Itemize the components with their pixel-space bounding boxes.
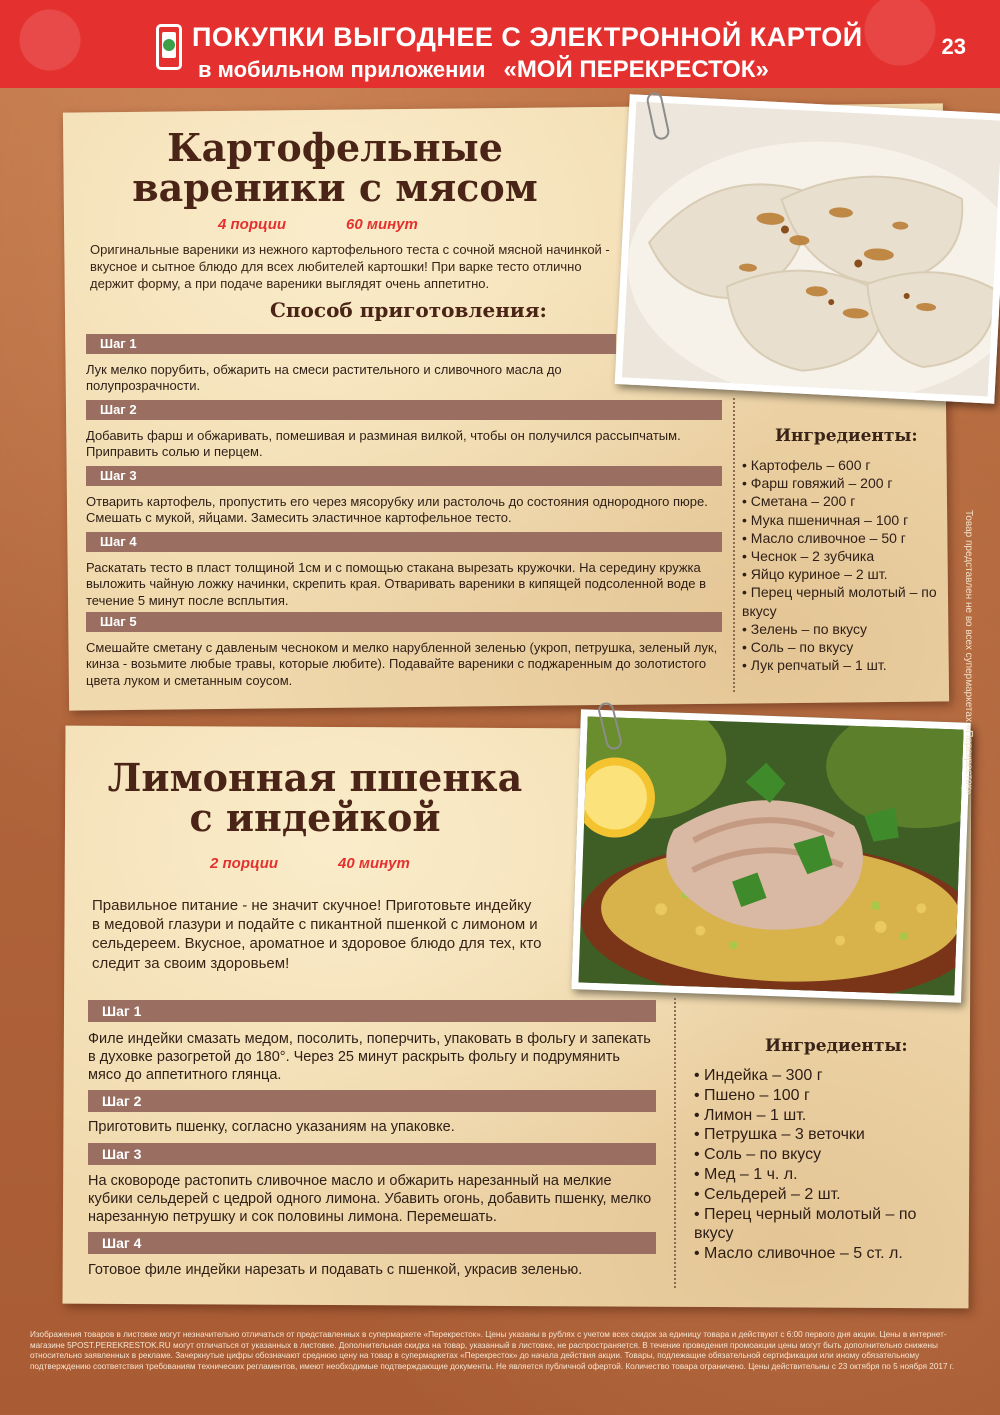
ingredient-item: • Мед – 1 ч. л. xyxy=(694,1165,924,1185)
ingredient-item: • Индейка – 300 г xyxy=(694,1066,924,1086)
ingredient-item: • Перец черный молотый – по вкусу xyxy=(694,1205,924,1245)
ingredient-item: • Масло сливочное – 50 г xyxy=(742,529,942,547)
ingredient-item: • Петрушка – 3 веточки xyxy=(694,1125,924,1145)
ingredient-item: • Яйцо куриное – 2 шт. xyxy=(742,565,942,583)
recipe2-step4-label: Шаг 4 xyxy=(88,1232,656,1254)
ingredient-item: • Лук репчатый – 1 шт. xyxy=(742,656,942,674)
recipe1-portions: 4 порции xyxy=(218,216,287,233)
legal-fine-print: Изображения товаров в листовке могут незначительно отличаться от представленных в супермаркете «Перекресток». Цены указаны в рублях с учетом всех скидок за единицу товара и действуют с 6:00 первого дня акции. Цены в интернет-магазине 5POST.PEREKRESTOK.RU могут отличаться от указанных в листовке. Дополнительная скидка на товар, указанный в листовке, не распространяется. В течение проведения промоакции цены могут быть дополнительно снижены относительно заявленных в рекламе. Зачеркнутые цифры обозначают среднюю цену на товар в супермаркетах «Перекресток» до начала действия акции. Товары, подлежащие обязательной сертификации или иному обязательному подтверждению соответствия требованиям технических регламентов, имеют необходимые подтверждающие документы. Не является публичной офертой. Количество товара ограничено. Цены действительны с 23 октября по 5 ноября 2017 г. xyxy=(30,1330,955,1371)
ingredient-item: • Зелень – по вкусу xyxy=(742,620,942,638)
recipe2-step3-text: На сковороде растопить сливочное масло и обжарить нарезанный на мелкие кубики сельдерей с цедрой одного лимона. Убавить огонь, добавить пшенку, мелко нарезанную петрушку и сок половины лимона. Перемешать. xyxy=(88,1173,652,1226)
recipe1-step3-text: Отварить картофель, пропустить его через мясорубку или растолочь до состояния однородного пюре. Смешать с мукой, яйцами. Замесить эластичное картофельное тесто. xyxy=(86,494,708,526)
recipe1-photo xyxy=(615,94,1000,403)
mobile-app-icon xyxy=(156,24,182,70)
ingredient-item: • Лимон – 1 шт. xyxy=(694,1106,924,1126)
recipe1-step1-text: Лук мелко порубить, обжарить на смеси растительного и сливочного масла до полупрозрачности. xyxy=(86,362,562,394)
header-line2 xyxy=(198,56,769,84)
availability-note: Товар представлен не во всех супермаркетах «Перекресток» xyxy=(963,510,974,795)
recipe2-title-line2: с индейкой xyxy=(189,794,441,840)
recipe2-step1-text: Филе индейки смазать медом, посолить, поперчить, упаковать в фольгу и запекать в духовке разогретой до 180°. Через 25 минут раскрыть фольгу и подрумянить мясо до аппетитного глянца. xyxy=(88,1031,651,1084)
ingredient-item: • Фарш говяжий – 200 г xyxy=(742,474,942,492)
recipe1-step2-text: Добавить фарш и обжаривать, помешивая и разминая вилкой, чтобы он получился рассыпчатым. Приправить солью и перцем. xyxy=(86,428,681,460)
recipe2-step1-label: Шаг 1 xyxy=(88,1000,656,1022)
ingredient-item: • Перец черный молотый – по вкусу xyxy=(742,583,942,619)
recipe1-step4-label: Шаг 4 xyxy=(86,532,722,552)
recipe2-time: 40 минут xyxy=(338,855,410,872)
recipe2-step3-label: Шаг 3 xyxy=(88,1143,656,1165)
recipe1-title-line2: вареники с мясом xyxy=(132,164,538,210)
recipe1-step1-label: Шаг 1 xyxy=(86,334,616,354)
recipe1-ingredients-title: Ингредиенты: xyxy=(775,426,918,446)
recipe2-step2-label: Шаг 2 xyxy=(88,1090,656,1112)
recipe1-step2-label: Шаг 2 xyxy=(86,400,722,420)
header-line2-text: в мобильном приложении xyxy=(198,57,486,82)
recipe2-step2-text: Приготовить пшенку, согласно указаниям на упаковке. xyxy=(88,1119,455,1135)
recipe2-title xyxy=(95,755,535,840)
recipe2-ingredients-title: Ингредиенты: xyxy=(765,1036,908,1056)
recipe1-step5-label: Шаг 5 xyxy=(86,612,722,632)
ingredient-item: • Масло сливочное – 5 ст. л. xyxy=(694,1244,924,1264)
recipe1-step3-label: Шаг 3 xyxy=(86,466,722,486)
ingredient-item: • Чеснок – 2 зубчика xyxy=(742,547,942,565)
ingredient-item: • Пшено – 100 г xyxy=(694,1086,924,1106)
ingredient-item: • Картофель – 600 г xyxy=(742,456,942,474)
recipe2-photo xyxy=(571,709,971,1002)
recipe2-ingredients-list xyxy=(694,1066,924,1264)
recipe2-portions: 2 порции xyxy=(210,855,279,872)
recipe1-method-title: Способ приготовления: xyxy=(270,298,547,322)
recipe1-divider xyxy=(733,398,735,692)
ingredient-item: • Мука пшеничная – 100 г xyxy=(742,511,942,529)
ingredient-item: • Сельдерей – 2 шт. xyxy=(694,1185,924,1205)
recipe1-ingredients-list xyxy=(742,456,942,674)
recipe1-time: 60 минут xyxy=(346,216,418,233)
recipe1-step5-text: Смешайте сметану с давленым чесноком и мелко нарубленной зеленью (укроп, петрушка, зеленый лук, кинза - возьмите любые травы, которые любите). Подавайте вареники с поджаренным до золотистого цвета луком и сметанным соусом. xyxy=(86,640,718,688)
recipe1-title xyxy=(110,125,560,210)
recipe1-intro: Оригинальные вареники из нежного картофельного теста с сочной мясной начинкой - вкусное и сытное блюдо для всех любителей картошки! При варке тесто отлично держит форму, а при подаче вареники выглядят очень аппетитно. xyxy=(90,242,610,291)
ingredient-item: • Соль – по вкусу xyxy=(694,1145,924,1165)
recipe2-title-line1: Лимонная пшенка xyxy=(107,755,523,800)
header-line1: ПОКУПКИ ВЫГОДНЕЕ С ЭЛЕКТРОННОЙ КАРТОЙ xyxy=(192,22,863,52)
ingredient-item: • Соль – по вкусу xyxy=(742,638,942,656)
page-number: 23 xyxy=(941,34,966,59)
recipe1-step4-text: Раскатать тесто в пласт толщиной 1см и с помощью стакана вырезать кружочки. На середину кружка выложить чайную ложку начинки, скрепить края. Отваривать вареники в кипящей подсоленной воде в течение 5 минут после всплытия. xyxy=(86,560,707,608)
recipe1-title-line1: Картофельные xyxy=(167,125,503,170)
header-app-name: «МОЙ ПЕРЕКРЕСТОК» xyxy=(503,56,769,83)
ingredient-item: • Сметана – 200 г xyxy=(742,492,942,510)
recipe2-intro: Правильное питание - не значит скучное! Приготовьте индейку в медовой глазури и подайте с пикантной пшенкой с лимоном и сельдереем. Вкусное, ароматное и здоровое блюдо для тех, кто следит за своим здоровьем! xyxy=(92,897,542,972)
promo-header xyxy=(0,0,1000,88)
recipe2-step4-text: Готовое филе индейки нарезать и подавать с пшенкой, украсив зеленью. xyxy=(88,1262,583,1278)
recipe2-divider xyxy=(674,998,676,1288)
